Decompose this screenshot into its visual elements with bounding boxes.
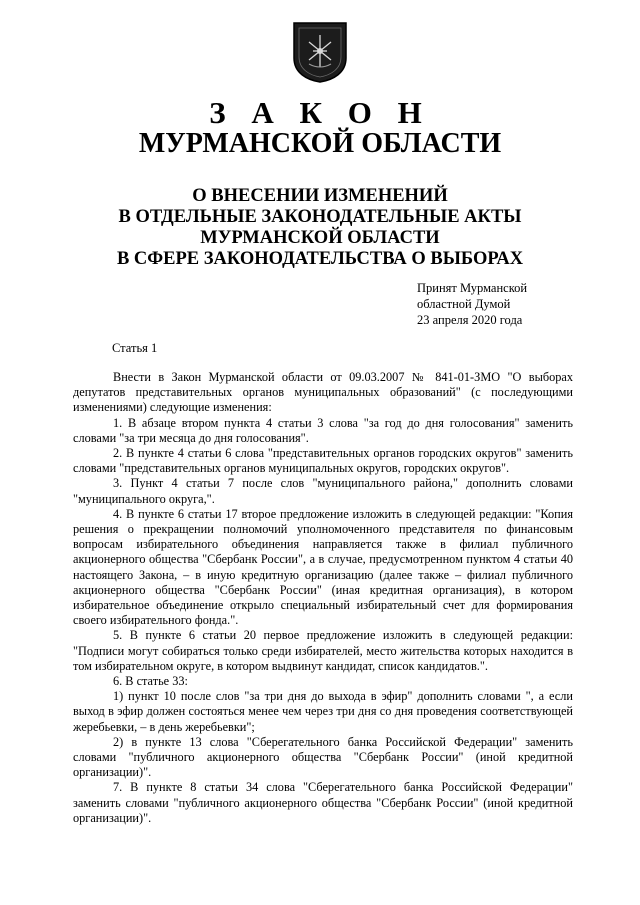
- paragraph: 3. Пункт 4 статьи 7 после слов "муниципального района," дополнить словами "муниципального округа,".: [73, 476, 573, 506]
- paragraph: 1. В абзаце втором пункта 4 статьи 3 слова "за год до дня голосования" заменить словами "за три месяца до дня голосования".: [73, 415, 573, 445]
- article-heading: Статья 1: [112, 341, 158, 355]
- title-line: В ОТДЕЛЬНЫЕ ЗАКОНОДАТЕЛЬНЫЕ АКТЫ: [118, 207, 522, 227]
- paragraph: 5. В пункте 6 статьи 20 первое предложение изложить в следующей редакции: "Подписи могут собираться только среди избирателей, место жительства которых находится в том избирательном округе, в котором выдвинут кандидат, список кандидатов.".: [73, 628, 573, 673]
- paragraph: 2. В пункте 4 статьи 6 слова "представительных органов городских округов" заменить словами "представительных органов муниципальных округов, городских округов".: [73, 446, 573, 476]
- coat-of-arms-icon: [291, 20, 349, 84]
- title-line: В СФЕРЕ ЗАКОНОДАТЕЛЬСТВА О ВЫБОРАХ: [116, 249, 524, 269]
- paragraph: 7. В пункте 8 статьи 34 слова "Сберегательного банка Российской Федерации" заменить словами "публичного акционерного общества "Сбербанк России" (иной кредитной организации)".: [73, 780, 573, 825]
- paragraph: 2) в пункте 13 слова "Сберегательного банка Российской Федерации" заменить словами "публичного акционерного общества "Сбербанк России" (иной кредитной организации)".: [73, 734, 573, 780]
- paragraph: 4. В пункте 6 статьи 17 второе предложение изложить в следующей редакции: "Копия решения о прекращении полномочий уполномоченного представителя по финансовым вопросам избирательного объединения направляется также в филиал публичного акционерного общества "Сбербанк России", а в случае, предусмотренном пунктом 4 статьи 40 настоящего Закона, – в иную кредитную организацию (далее также – филиал публичного акционерного общества "Сбербанк России" (иная кредитная организация), в котором избирательное объединение открыло специальный избирательный счет для формирования своего избирательного фонда.".: [73, 506, 573, 628]
- region-heading: МУРМАНСКОЙ ОБЛАСТИ: [138, 128, 502, 159]
- article-body: [73, 370, 573, 826]
- title-line: О ВНЕСЕНИИ ИЗМЕНЕНИЙ: [192, 186, 448, 206]
- adoption-line: Принят Мурманской: [417, 281, 528, 295]
- adoption-note: [417, 280, 527, 328]
- paragraph: Внести в Закон Мурманской области от 09.03.2007 № 841-01-ЗМО "О выборах депутатов представительных органов муниципальных образований" (с последующими изменениями) следующие изменения:: [73, 370, 573, 415]
- adoption-line: областной Думой: [417, 297, 511, 311]
- paragraph: 6. В статье 33:: [113, 674, 188, 689]
- law-heading: З А К О Н: [209, 95, 431, 130]
- paragraph: 1) пункт 10 после слов "за три дня до выхода в эфир" дополнить словами ", а если выход в эфир должен состояться менее чем через три дня со дня проведения соответствующей жеребьевки, – в день жеребьевки";: [73, 689, 573, 734]
- law-title: [0, 186, 640, 270]
- adoption-date: 23 апреля 2020 года: [417, 313, 523, 327]
- title-line: МУРМАНСКОЙ ОБЛАСТИ: [200, 228, 440, 248]
